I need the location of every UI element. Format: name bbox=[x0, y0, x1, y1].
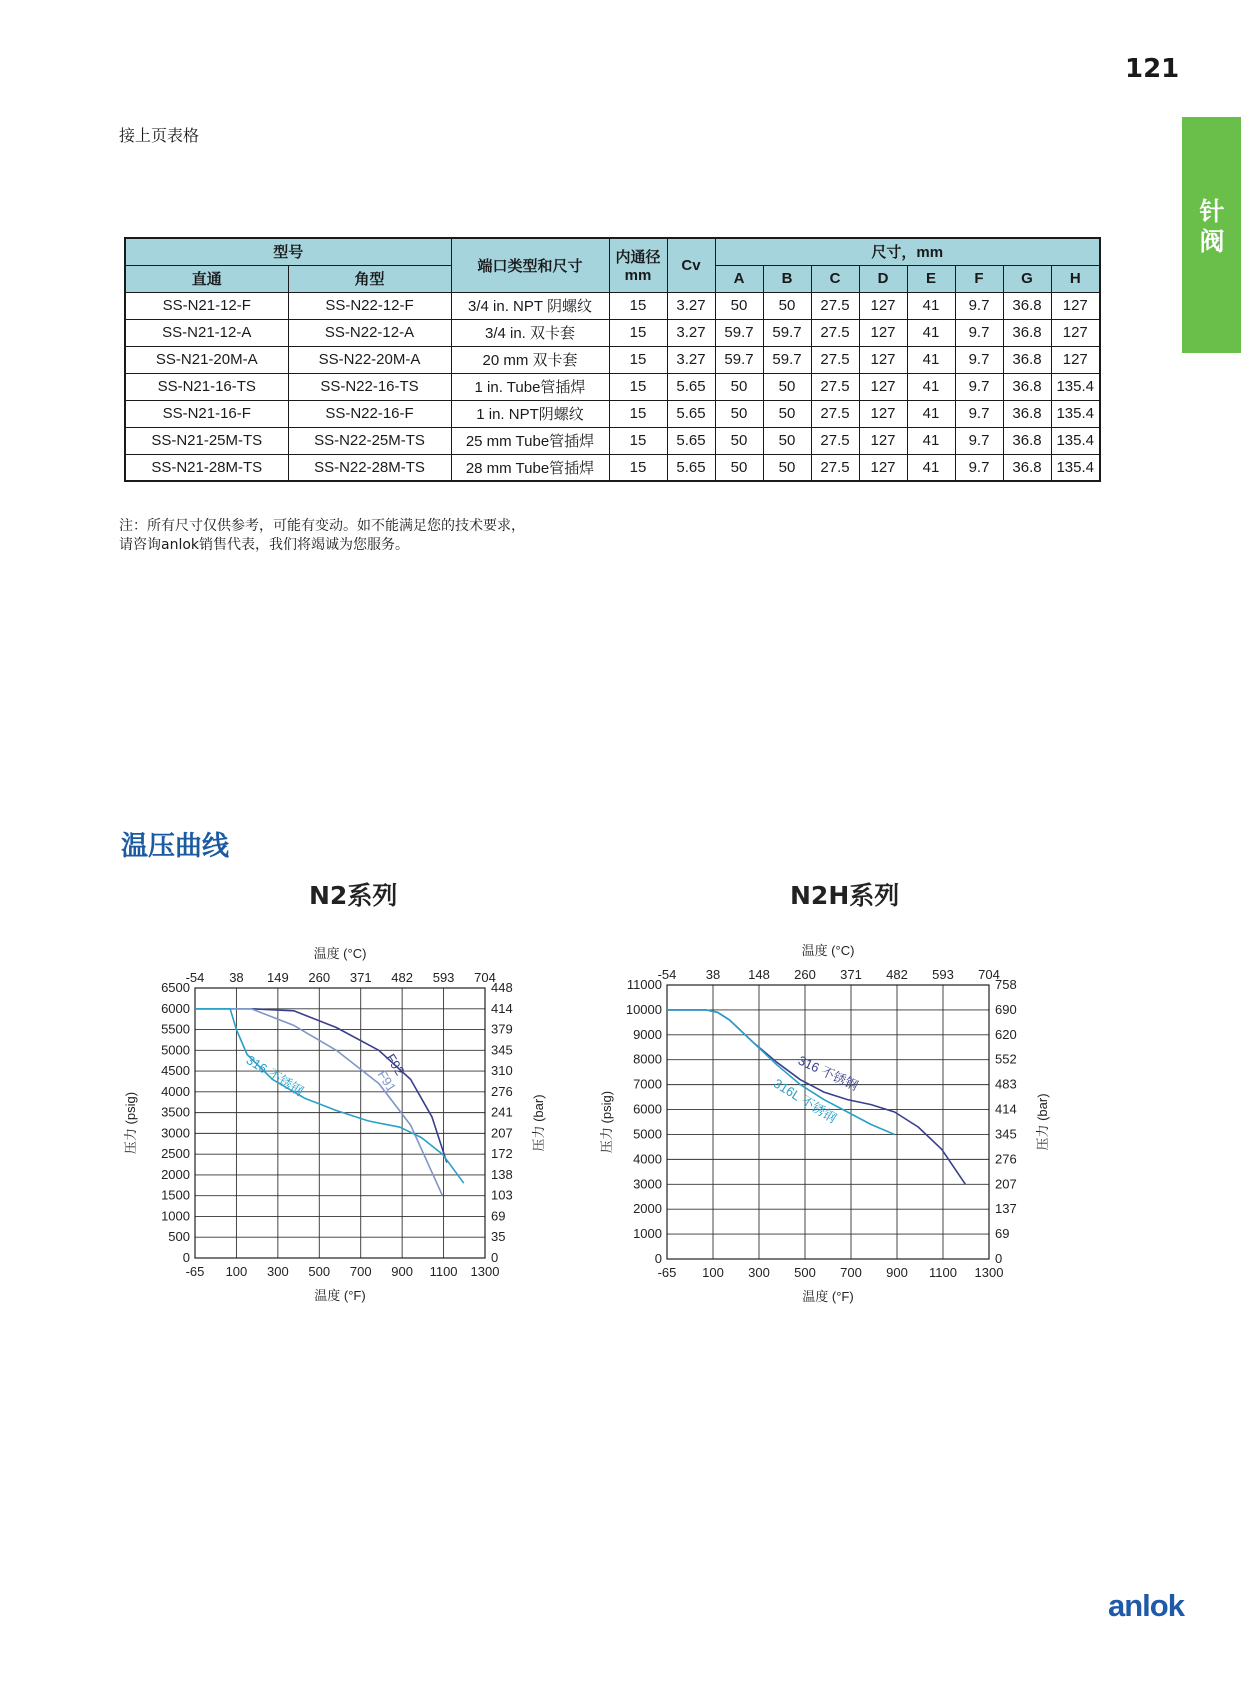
table-cell: 15 bbox=[609, 346, 667, 373]
y-tick-label: 4000 bbox=[161, 1083, 190, 1099]
y2-tick-label: 207 bbox=[995, 1176, 1017, 1192]
x2-tick-label: 371 bbox=[349, 970, 372, 985]
x-tick-label: 1100 bbox=[929, 1265, 957, 1280]
table-cell: 50 bbox=[715, 373, 763, 400]
table-cell: 41 bbox=[907, 292, 955, 319]
table-cell: 5.65 bbox=[667, 427, 715, 454]
table-cell: SS-N22-16-F bbox=[288, 400, 451, 427]
table-cell: 127 bbox=[1051, 292, 1100, 319]
y-tick-label: 3000 bbox=[161, 1125, 190, 1141]
x2-tick-label: 260 bbox=[308, 970, 331, 985]
table-cell: 50 bbox=[763, 292, 811, 319]
y-axis-label: 压力 (psig) bbox=[123, 1091, 138, 1155]
y2-tick-label: 758 bbox=[995, 977, 1017, 992]
series-label: 316L 不锈钢 bbox=[770, 1075, 840, 1126]
header-bore: 内通径 mm bbox=[609, 238, 667, 292]
note-line-2: 请咨询anlok销售代表，我们将竭诚为您服务。 bbox=[119, 537, 410, 553]
x2-tick-label: 704 bbox=[978, 967, 1000, 982]
table-cell: 127 bbox=[859, 454, 907, 481]
x-tick-label: 1300 bbox=[974, 1265, 1004, 1280]
y2-axis-label: 压力 (bar) bbox=[1035, 1093, 1050, 1151]
table-cell: 135.4 bbox=[1051, 373, 1100, 400]
y2-tick-label: 414 bbox=[995, 1101, 1017, 1117]
table-cell: 28 mm Tube管插焊 bbox=[451, 454, 609, 481]
x-tick-label: 700 bbox=[349, 1264, 372, 1279]
table-cell: 127 bbox=[1051, 319, 1100, 346]
table-cell: SS-N21-12-F bbox=[125, 292, 288, 319]
table-cell: 127 bbox=[859, 292, 907, 319]
x-tick-label: 900 bbox=[391, 1264, 413, 1279]
x2-tick-label: 260 bbox=[794, 967, 816, 982]
table-cell: 36.8 bbox=[1003, 454, 1051, 481]
series-line-0 bbox=[667, 1010, 965, 1184]
table-cell: SS-N21-28M-TS bbox=[125, 454, 288, 481]
x2-tick-label: 593 bbox=[932, 967, 954, 982]
y-tick-label: 6500 bbox=[161, 980, 190, 995]
y2-tick-label: 137 bbox=[995, 1201, 1017, 1217]
table-cell: 41 bbox=[907, 400, 955, 427]
x-tick-label: 700 bbox=[840, 1265, 862, 1280]
table-cell: SS-N22-20M-A bbox=[288, 346, 451, 373]
y-tick-label: 5000 bbox=[161, 1042, 190, 1058]
header-dims: 尺寸，mm bbox=[715, 238, 1100, 265]
table-cell: 15 bbox=[609, 319, 667, 346]
x-tick-label: 500 bbox=[794, 1265, 816, 1280]
header-dim-h: H bbox=[1051, 265, 1100, 292]
series-label: F91 bbox=[374, 1067, 400, 1095]
y2-tick-label: 552 bbox=[995, 1051, 1017, 1067]
table-cell: 9.7 bbox=[955, 400, 1003, 427]
table-cell: 127 bbox=[859, 346, 907, 373]
table-cell: 50 bbox=[715, 400, 763, 427]
table-cell: 127 bbox=[1051, 346, 1100, 373]
chart-n2 bbox=[120, 930, 560, 1340]
table-cell: SS-N22-28M-TS bbox=[288, 454, 451, 481]
table-row bbox=[125, 400, 1100, 427]
y-tick-label: 500 bbox=[168, 1229, 190, 1245]
y2-tick-label: 414 bbox=[491, 1000, 513, 1016]
y2-tick-label: 207 bbox=[491, 1125, 513, 1141]
series-label: 316 不锈钢 bbox=[243, 1052, 307, 1099]
table-cell: 27.5 bbox=[811, 427, 859, 454]
table-cell: 50 bbox=[715, 427, 763, 454]
y-tick-label: 6000 bbox=[161, 1000, 190, 1016]
table-cell: 15 bbox=[609, 427, 667, 454]
table-cell: 59.7 bbox=[763, 346, 811, 373]
y-tick-label: 0 bbox=[654, 1251, 662, 1266]
table-cell: 9.7 bbox=[955, 373, 1003, 400]
table-row bbox=[125, 292, 1100, 319]
y2-tick-label: 172 bbox=[491, 1146, 513, 1162]
y-tick-label: 3000 bbox=[633, 1176, 662, 1192]
x2-tick-label: 149 bbox=[267, 970, 289, 985]
x2-axis-label: 温度 (°C) bbox=[313, 946, 367, 961]
table-row bbox=[125, 454, 1100, 481]
table-cell: 15 bbox=[609, 400, 667, 427]
table-cell: 1 in. Tube管插焊 bbox=[451, 373, 609, 400]
y2-tick-label: 276 bbox=[995, 1151, 1017, 1167]
header-dim-d: D bbox=[859, 265, 907, 292]
y2-tick-label: 69 bbox=[491, 1208, 506, 1224]
table-row bbox=[125, 373, 1100, 400]
x2-tick-label: -54 bbox=[185, 970, 205, 985]
table-cell: 27.5 bbox=[811, 346, 859, 373]
header-dim-f: F bbox=[955, 265, 1003, 292]
x-tick-label: 900 bbox=[886, 1265, 908, 1280]
table-cell: 27.5 bbox=[811, 454, 859, 481]
table-cell: 9.7 bbox=[955, 319, 1003, 346]
table-cell: 50 bbox=[763, 454, 811, 481]
continued-label: 接上页表格 bbox=[119, 126, 200, 145]
y-tick-label: 9000 bbox=[633, 1026, 662, 1042]
y-tick-label: 10000 bbox=[625, 1001, 662, 1017]
table-cell: 5.65 bbox=[667, 373, 715, 400]
x2-tick-label: 704 bbox=[474, 970, 496, 985]
table-cell: 59.7 bbox=[715, 319, 763, 346]
chart-n2h bbox=[596, 930, 1066, 1340]
table-cell: 41 bbox=[907, 319, 955, 346]
table-cell: 50 bbox=[715, 292, 763, 319]
table-cell: 20 mm 双卡套 bbox=[451, 346, 609, 373]
y2-tick-label: 483 bbox=[995, 1076, 1017, 1092]
header-dim-b: B bbox=[763, 265, 811, 292]
y-tick-label: 2000 bbox=[633, 1201, 662, 1217]
header-angle: 角型 bbox=[288, 265, 451, 292]
y2-tick-label: 379 bbox=[491, 1021, 513, 1037]
anlok-logo: anlok bbox=[1108, 1588, 1184, 1623]
table-cell: 15 bbox=[609, 454, 667, 481]
table-cell: 27.5 bbox=[811, 400, 859, 427]
header-dim-g: G bbox=[1003, 265, 1051, 292]
table-cell: 41 bbox=[907, 373, 955, 400]
y2-axis-label: 压力 (bar) bbox=[531, 1094, 546, 1152]
y-tick-label: 1000 bbox=[161, 1208, 190, 1224]
table-cell: 36.8 bbox=[1003, 292, 1051, 319]
header-dim-c: C bbox=[811, 265, 859, 292]
table-cell: 135.4 bbox=[1051, 400, 1100, 427]
table-cell: 41 bbox=[907, 427, 955, 454]
x2-tick-label: 593 bbox=[432, 970, 455, 985]
header-straight: 直通 bbox=[125, 265, 288, 292]
y-tick-label: 6000 bbox=[633, 1101, 662, 1117]
y-tick-label: 4000 bbox=[633, 1151, 662, 1167]
table-cell: 15 bbox=[609, 292, 667, 319]
table-cell: 50 bbox=[763, 400, 811, 427]
table-cell: 36.8 bbox=[1003, 427, 1051, 454]
table-cell: 3/4 in. 双卡套 bbox=[451, 319, 609, 346]
section-title: 温压曲线 bbox=[121, 831, 229, 862]
y2-tick-label: 276 bbox=[491, 1083, 513, 1099]
y-tick-label: 7000 bbox=[633, 1076, 662, 1092]
y2-tick-label: 345 bbox=[491, 1042, 513, 1058]
x-tick-label: 300 bbox=[748, 1265, 770, 1280]
y2-tick-label: 35 bbox=[491, 1229, 506, 1245]
chart-title-n2h: N2H系列 bbox=[790, 881, 900, 910]
table-cell: 36.8 bbox=[1003, 346, 1051, 373]
x-tick-label: 500 bbox=[308, 1264, 331, 1279]
table-cell: 3/4 in. NPT 阴螺纹 bbox=[451, 292, 609, 319]
table-cell: 50 bbox=[763, 373, 811, 400]
table-cell: 15 bbox=[609, 373, 667, 400]
table-cell: 3.27 bbox=[667, 346, 715, 373]
table-cell: 41 bbox=[907, 454, 955, 481]
series-line-1 bbox=[195, 1009, 443, 1196]
series-label: 316 不锈钢 bbox=[795, 1052, 861, 1094]
y-tick-label: 4500 bbox=[161, 1063, 190, 1079]
x2-tick-label: 148 bbox=[748, 967, 770, 982]
y-tick-label: 0 bbox=[182, 1250, 190, 1265]
x-tick-label: 1100 bbox=[429, 1264, 458, 1279]
table-cell: SS-N21-25M-TS bbox=[125, 427, 288, 454]
table-cell: 9.7 bbox=[955, 454, 1003, 481]
x2-tick-label: 38 bbox=[229, 970, 244, 985]
header-dim-e: E bbox=[907, 265, 955, 292]
table-cell: 127 bbox=[859, 373, 907, 400]
note bbox=[119, 517, 525, 555]
table-cell: 127 bbox=[859, 400, 907, 427]
header-dim-a: A bbox=[715, 265, 763, 292]
chart-title-n2: N2系列 bbox=[309, 881, 398, 910]
table-cell: SS-N22-12-F bbox=[288, 292, 451, 319]
y-tick-label: 1000 bbox=[633, 1226, 662, 1242]
x-tick-label: 1300 bbox=[470, 1264, 500, 1279]
table-cell: 9.7 bbox=[955, 346, 1003, 373]
y2-tick-label: 103 bbox=[491, 1187, 513, 1203]
x2-tick-label: 38 bbox=[705, 967, 721, 982]
table-cell: 5.65 bbox=[667, 454, 715, 481]
y-tick-label: 3500 bbox=[161, 1104, 190, 1120]
x-axis-label: 温度 (°F) bbox=[314, 1288, 366, 1303]
table-cell: 1 in. NPT阴螺纹 bbox=[451, 400, 609, 427]
table-cell: 127 bbox=[859, 427, 907, 454]
x2-tick-label: 482 bbox=[391, 970, 413, 985]
table-row bbox=[125, 319, 1100, 346]
table-cell: 27.5 bbox=[811, 373, 859, 400]
side-tab-label: 针阀 bbox=[1199, 197, 1225, 256]
y2-tick-label: 620 bbox=[995, 1026, 1017, 1042]
x2-tick-label: 482 bbox=[886, 967, 908, 982]
table-cell: 9.7 bbox=[955, 292, 1003, 319]
y-tick-label: 11000 bbox=[626, 977, 662, 992]
table-cell: 41 bbox=[907, 346, 955, 373]
table-cell: SS-N21-16-F bbox=[125, 400, 288, 427]
y2-tick-label: 310 bbox=[491, 1063, 513, 1079]
y-tick-label: 8000 bbox=[633, 1051, 662, 1067]
table-row bbox=[125, 346, 1100, 373]
y-tick-label: 1500 bbox=[161, 1187, 190, 1203]
table-cell: 59.7 bbox=[763, 319, 811, 346]
series-line-1 bbox=[667, 1010, 895, 1135]
x-tick-label: 100 bbox=[702, 1265, 724, 1280]
table-cell: 3.27 bbox=[667, 319, 715, 346]
y2-tick-label: 69 bbox=[995, 1226, 1010, 1242]
table-cell: 36.8 bbox=[1003, 373, 1051, 400]
table-cell: SS-N22-16-TS bbox=[288, 373, 451, 400]
table-cell: SS-N22-25M-TS bbox=[288, 427, 451, 454]
plot-frame bbox=[195, 988, 485, 1258]
y-tick-label: 2000 bbox=[161, 1166, 190, 1182]
x-axis-label: 温度 (°F) bbox=[802, 1289, 854, 1304]
table-cell: 5.65 bbox=[667, 400, 715, 427]
y-axis-label: 压力 (psig) bbox=[599, 1090, 614, 1154]
table-cell: 27.5 bbox=[811, 292, 859, 319]
table-cell: 50 bbox=[763, 427, 811, 454]
table-cell: SS-N21-12-A bbox=[125, 319, 288, 346]
table-cell: 127 bbox=[859, 319, 907, 346]
x-tick-label: -65 bbox=[185, 1264, 205, 1279]
x2-axis-label: 温度 (°C) bbox=[801, 943, 855, 958]
y2-tick-label: 241 bbox=[491, 1104, 513, 1120]
series-line-2 bbox=[195, 1009, 464, 1183]
note-line-1: 注：所有尺寸仅供参考，可能有变动。如不能满足您的技术要求， bbox=[119, 518, 525, 534]
table-cell: 50 bbox=[715, 454, 763, 481]
y2-tick-label: 0 bbox=[491, 1250, 499, 1265]
table-row bbox=[125, 427, 1100, 454]
table-cell: 25 mm Tube管插焊 bbox=[451, 427, 609, 454]
table-cell: SS-N21-20M-A bbox=[125, 346, 288, 373]
table-cell: 135.4 bbox=[1051, 427, 1100, 454]
y-tick-label: 5500 bbox=[161, 1021, 190, 1037]
y2-tick-label: 690 bbox=[995, 1001, 1017, 1017]
header-cv: Cv bbox=[667, 238, 715, 292]
series-line-0 bbox=[195, 1009, 447, 1163]
y-tick-label: 5000 bbox=[633, 1126, 662, 1142]
y-tick-label: 2500 bbox=[161, 1146, 190, 1162]
x2-tick-label: -54 bbox=[657, 967, 677, 982]
spec-table-body bbox=[125, 292, 1100, 481]
y2-tick-label: 448 bbox=[491, 980, 513, 995]
x-tick-label: 100 bbox=[225, 1264, 248, 1279]
table-cell: 3.27 bbox=[667, 292, 715, 319]
side-tab bbox=[1182, 117, 1241, 353]
page-number: 121 bbox=[1125, 54, 1180, 84]
x-tick-label: 300 bbox=[267, 1264, 289, 1279]
spec-table bbox=[124, 237, 1101, 482]
table-cell: 36.8 bbox=[1003, 319, 1051, 346]
header-port: 端口类型和尺寸 bbox=[451, 238, 609, 292]
table-cell: 135.4 bbox=[1051, 454, 1100, 481]
table-cell: 59.7 bbox=[715, 346, 763, 373]
x2-tick-label: 371 bbox=[840, 967, 862, 982]
y2-tick-label: 0 bbox=[995, 1251, 1003, 1266]
table-cell: 27.5 bbox=[811, 319, 859, 346]
table-cell: SS-N22-12-A bbox=[288, 319, 451, 346]
table-cell: SS-N21-16-TS bbox=[125, 373, 288, 400]
y2-tick-label: 345 bbox=[995, 1126, 1017, 1142]
table-cell: 36.8 bbox=[1003, 400, 1051, 427]
header-model: 型号 bbox=[125, 238, 451, 265]
y2-tick-label: 138 bbox=[491, 1166, 513, 1182]
table-cell: 9.7 bbox=[955, 427, 1003, 454]
series-label: F92 bbox=[383, 1051, 408, 1079]
x-tick-label: -65 bbox=[657, 1265, 677, 1280]
